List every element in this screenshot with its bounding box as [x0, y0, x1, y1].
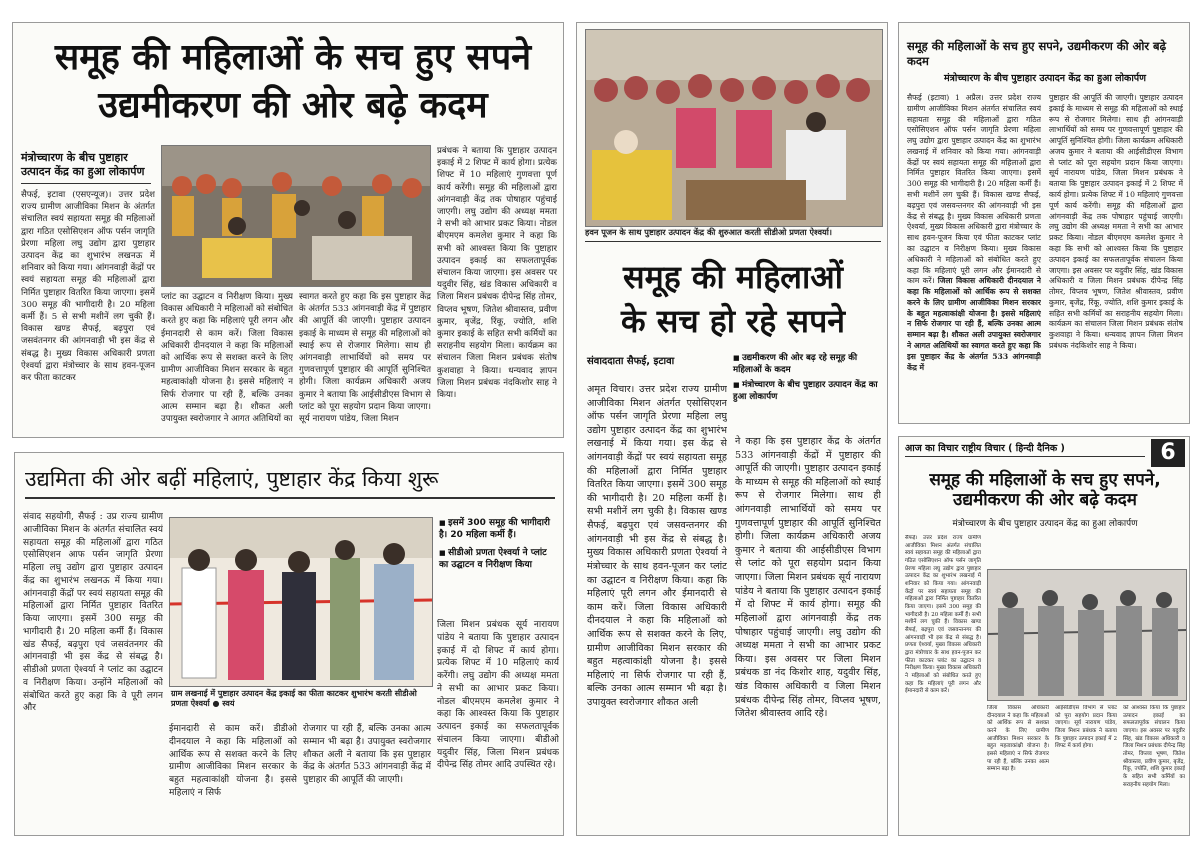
- clip1-headline-line2: उद्यमीकरण की ओर बढ़े कदम: [98, 85, 488, 126]
- clip3-photo-caption: हवन पूजन के साथ पुष्टाहार उत्पादन केंद्र की शुरुआत करती सीडीओ प्रणता ऐश्वर्या।: [585, 227, 881, 242]
- clip1-photo: [161, 145, 431, 287]
- clip3-column-1: अमृत विचार। उत्तर प्रदेश राज्य ग्रामीण आजीविका मिशन अंतर्गत एसोसिएशन ऑफ पर्सन जागृति प्रेरणा महिला लघु उद्योग पुष्टाहार उत्पादन केंद्र का शुभारंभ लखनाई में किया गया। इस केंद्र से आंगनवाड़ी केंद्रों पर स्वयं सहायता समूह की महिलाओं द्वारा निर्मित पुष्टाहार वितरित किया जाएगा। इसमें 300 समूह की भागीदारी है। 20 महिला कर्मी है। सभी मशीनें लग चुकी है। विकास खण्ड सैफई, बढ़पुरा एवं जसवन्तनगर की आंगनवाड़ी भी इस केंद्र से संबद्ध है। मुख्य विकास अधिकारी प्रणता ऐश्वर्या ने मंत्रोच्चार के साथ हवन-पूजन कर प्लांट का उद्घाटन व निरीक्षण किया। कहा कि महिलाएं पूरी लगन और ईमानदारी से काम करें। जिला विकास अधिकारी दीनदयाल ने कहा कि महिलाओं को आर्थिक रूप से सशक्त करने के लिए, ग्रामीण आजीविका मिशन सरकार की बहुत महत्वाकांक्षी योजना है। इससे महिलाएं ना सिर्फ रोजगार पा रही हैं, बल्कि उनका आत्म सम्मान भी बढ़ा है। उपायुक्त स्वरोजगार शौकत अली: [587, 384, 727, 709]
- clip2-highlight-item: ■ इसमें 300 समूह की भागीदारी है। 20 महिला कर्मी हैं।: [439, 517, 559, 541]
- clip1-subhead: मंत्रोच्चारण के बीच पुष्टाहार उत्पादन केंद्र का हुआ लोकार्पण: [21, 151, 151, 184]
- clip2-column-a: ईमानदारी से काम करें। डीडीओ दीनदयाल ने कहा कि महिलाओं को आर्थिक रूप से सशक्त करने के लिए ग्रामीण आजीविका मिशन सरकार के बहुत महत्वाकांक्षी योजना है। इससे महिलाएं न सिर्फ: [169, 724, 297, 798]
- clip5-column-1: सैफई। उत्तर प्रदेश राज्य ग्रामीण आजीविका मिशन अंतर्गत संचालित स्वयं सहायता समूह की महिलाओं द्वारा गठित एसोसिएशन ऑफ पर्सन जागृति प्रेरणा महिला लघु उद्योग द्वारा पुष्टाहार उत्पादन केंद्र का शुभारंभ लखनाई में शनिवार को किया गया। आंगनवाड़ी केंद्रों पर स्वयं सहायता समूह की महिलाओं द्वारा निर्मित पुष्टाहार वितरित किया जाएगा। इसमें 300 समूह की भागीदारी है। 20 महिला कर्मी हैं। सभी मशीनें लग चुकी हैं। विकास खण्ड सैफई, बढ़पुरा एवं जसवन्तनगर की आंगनवाड़ी भी इस केंद्र से संबद्ध है। प्रणता ऐश्वर्या, मुख्य विकास अधिकारी द्वारा मंत्रोच्चार के साथ हवन-पूजन कर फीता काटकर प्लांट का उद्घाटन व निरीक्षण किया। मुख्य विकास अधिकारी ने महिलाओं को संबोधित करते हुए कहा कि महिलाएं पूरी लगन और ईमानदारी से काम करें।: [905, 535, 981, 695]
- clip2-column-b: रोजगार पा रही हैं, बल्कि उनका आत्म सम्मान भी बढ़ा है। उपायुक्त स्वरोजगार शौकत अली ने बताया कि इस पुष्टाहार केंद्र के अंतर्गत 533 आंगनवाड़ी केंद्र में पुष्टाहार की आपूर्ति की जाएगी।: [303, 724, 431, 786]
- clip5-masthead: आज का विचार राष्ट्रीय विचार ( हिन्दी दैनिक ): [905, 441, 1145, 457]
- clip2-highlight-item: ■ सीडीओ प्रणता ऐश्वर्या ने प्लांट का उद्घाटन व निरीक्षण किया: [439, 547, 559, 571]
- clip5-column-3: आईसीडीएस विभाग से प्लांट को पूरा सहयोग प्रदान किया जाएगा। सूर्य नारायण पांडेय, जिला मिशन प्रबंधक ने बताया कि पुष्टाहार उत्पादन इकाई में 2 शिफ्ट में कार्य होगा।: [1055, 705, 1117, 750]
- news-clipping-2: [14, 452, 564, 836]
- clip2-column-c: जिला मिशन प्रबंधक सूर्य नारायण पांडेय ने बताया कि पुष्टाहार उत्पादन इकाई में दो शिफ्ट में कार्य होगा। प्रत्येक शिफ्ट में 10 महिलाएं कार्य करेंगी। लघु उद्योग की अध्यक्ष ममता ने सभी का आभार प्रकट किया। नोडल बीएमएम कमलेश कुमार ने कहा कि आश्वस्त किया कि पुष्टाहार उत्पादन इकाई का सफलतापूर्वक संचालन किया जाएगा। बीडीओ यदुवीर सिंह, जिला मिशन प्रबंधक दीपेन्द्र सिंह तोमर आदि उपस्थित रहे।: [437, 620, 559, 771]
- clip4-column-1-text: सैफई (इटावा) 1 अप्रैल। उत्तर प्रदेश राज्य ग्रामीण आजीविका मिशन अंतर्गत संचालित स्वयं सहायता समूह की महिलाओं द्वारा गठित एसोसिएशन ऑफ पर्सन जागृति प्रेरणा महिला लघु उद्योग द्वारा पुष्टाहार उत्पादन केंद्र का शुभारंभ लखनाई में शनिवार को किया गया। आंगनवाड़ी केंद्रों पर स्वयं सहायता समूह की महिलाओं द्वारा निर्मित पुष्टाहार वितरित किया जाएगा। इसमें 300 समूह की भागीदारी है। 20 महिला कर्मी हैं। सभी मशीनें लग चुकी हैं। विकास खण्ड सैफई, बढ़पुरा एवं जसवन्तनगर की आंगनवाड़ी भी इस केंद्र से संबद्ध है। मुख्य विकास अधिकारी प्रणता ऐश्वर्या, मुख्य विकास अधिकारी द्वारा मंत्रोच्चार के साथ हवन-पूजन किया एवं फीता काटकर प्लांट का उद्घाटन व निरीक्षण किया। मुख्य विकास अधिकारी ने महिलाओं को संबोधित करते हुए कहा कि महिलाएं पूरी लगन और ईमानदारी से काम करें।: [907, 93, 1041, 286]
- clip3-headline-line2: के सच हो रहे सपने: [620, 302, 846, 340]
- news-clipping-5: [898, 436, 1190, 836]
- clip5-subhead: मंत्रोच्चारण के बीच पुष्टाहार उत्पादन केंद्र का हुआ लोकार्पण: [952, 519, 1138, 529]
- news-clipping-1: [12, 22, 564, 438]
- clip1-column-4: प्रबंधक ने बताया कि पुष्टाहार उत्पादन इकाई में 2 शिफ्ट में कार्य होगा। प्रत्येक शिफ्ट में 10 महिलाएं गुणवत्ता पूर्ण कार्य करेंगी। समूह की महिलाओं द्वारा आंगनवाड़ी केंद्र तक पोषाहार पहुंचाई जाएगी। लघु उद्योग की अध्यक्ष ममता ने सभी को आभार प्रकट किया। नोडल बीएमएम कमलेश कुमार ने कहा कि सभी को आश्वस्त किया कि पुष्टाहार उत्पादन इकाई का सफलतापूर्वक संचालन किया जाएगा। इस अवसर पर यदुवीर सिंह, खंड विकास अधिकारी व जिला मिशन प्रबंधक दीपेन्द्र सिंह तोमर, विप्लव भूषण, जितेश श्रीवास्तव, प्रवीण कुमार, बृजेंद्र, रिंकू, ज्योति, शशि कुमार इकाई के सहित सभी कर्मियों का सराहनीय सहयोग मिला। कार्यक्रम का संचालन जिला मिशन प्रबंधक संतोष कुशवाहा ने किया। धन्यवाद ज्ञापन जिला मिशन प्रबंधक नंदकिशोर साह ने किया।: [437, 146, 557, 401]
- clip2-headline: उद्यमिता की ओर बढ़ीं महिलाएं, पुष्टाहार केंद्र किया शुरू: [25, 467, 555, 499]
- news-clipping-3: [576, 22, 888, 836]
- clip4-headline: समूह की महिलाओं के सच हुए सपने, उद्यमीकरण की ओर बढ़े कदम: [907, 39, 1167, 68]
- clip5-column-4: को आश्वस्त किया कि पुष्टाहार उत्पादन इकाई का सफलतापूर्वक संचालन किया जाएगा। इस अवसर पर यदुवीर सिंह, खंड विकास अधिकारी व जिला मिशन प्रबंधक दीपेन्द्र सिंह तोमर, विप्लव भूषण, जितेश श्रीवास्तव, प्रवीण कुमार, बृजेंद्र, रिंकू, ज्योति, शशि कुमार इकाई के सहित सभी कर्मियों का सराहनीय सहयोग मिला।: [1123, 705, 1185, 788]
- clip1-column-2: प्लांट का उद्घाटन व निरीक्षण किया। मुख्य विकास अधिकारी ने महिलाओं को संबोधित करते हुए कहा कि महिलाएं पूरी लगन और ईमानदारी से काम करें। जिला विकास अधिकारी दीनदयाल ने कहा कि महिलाओं को आर्थिक रूप से सशक्त करने के लिए ग्रामीण आजीविका मिशन सरकार के बहुत महत्वाकांक्षी योजना है। इससे महिलाएं न सिर्फ रोजगार पा रही हैं, बल्कि उनका आत्म सम्मान बढ़ा है। शौकत अली उपायुक्त स्वरोजगार ने आगत अतिथियों का: [161, 292, 293, 425]
- clip1-headline-line1: समूह की महिलाओं के सच हुए सपने: [54, 37, 532, 78]
- clip5-headline: समूह की महिलाओं के सच हुए सपने, उद्यमीकरण की ओर बढ़े कदम: [929, 470, 1161, 510]
- clip1-column-3: स्वागत करते हुए कहा कि इस पुष्टाहार केंद्र के अंतर्गत 533 आंगनवाड़ी केंद्र में पुष्टाहार की आपूर्ति की जाएगी। पुष्टाहार उत्पादन इकाई के माध्यम से समूह की महिलाओं को स्थाई रूप से रोजगार मिलेगा। साथ ही आंगनवाड़ी लाभार्थियों को समय पर गुणवत्तापूर्ण पुष्टाहार की आपूर्ति सुनिश्चित होगी। जिला कार्यक्रम अधिकारी अजय कुमार ने बताया कि आईसीडीएस विभाग से प्लांट को पूरा सहयोग प्रदान किया जाएगा। सूर्य नारायण पांडेय, जिला मिशन: [299, 292, 431, 425]
- clip5-page-number: 6: [1151, 439, 1185, 467]
- clip5-column-2: जिला विकास अधिकारी दीनदयाल ने कहा कि महिलाओं को आर्थिक रूप से सशक्त करने के लिए ग्रामीण आजीविका मिशन सरकार के बहुत महत्वाकांक्षी योजना है। इससे महिलाएं न सिर्फ रोजगार पा रही हैं, बल्कि उनका आत्म सम्मान बढ़ा है।: [987, 705, 1049, 773]
- clip5-photo: [987, 569, 1187, 701]
- clip4-subhead: मंत्रोच्चारण के बीच पुष्टाहार उत्पादन केंद्र का हुआ लोकार्पण: [943, 73, 1147, 84]
- clip3-highlights: [733, 353, 881, 403]
- clip4-column-1-bold-text: जिला विकास अधिकारी दीनदयाल ने कहा कि महिलाओं को आर्थिक रूप से सशक्त करने के लिए ग्रामीण आजीविका मिशन सरकार के बहुत महत्वाकांक्षी योजना है। इससे महिलाएं न सिर्फ रोजगार पा रही हैं, बल्कि उनका आत्म सम्मान बढ़ा है। शौकत अली उपायुक्त स्वरोजगार ने आगत अतिथियों का स्वागत करते हुए कहा कि इस पुष्टाहार केंद्र के अंतर्गत 533 आंगनवाड़ी केंद्र में: [907, 276, 1041, 372]
- clip4-column-1: [907, 93, 1041, 419]
- clip2-photo-caption: ग्राम लखनाई में पुष्टाहार उत्पादन केंद्र इकाई का फीता काटकर शुभारंभ करती सीडीओ प्रणता ऐश्वर्या ● स्वयं: [171, 689, 417, 709]
- clip1-column-1: सैफई, इटावा (एसएन्यूज)। उत्तर प्रदेश राज्य ग्रामीण आजीविका मिशन के अंतर्गत संचालित स्वयं सहायता समूह की महिलाओं द्वारा गठित एसोसिएशन ऑफ पर्सन जागृति प्रेरणा महिला लघु उद्योग द्वारा पुष्टाहार उत्पादन केंद्र का शुभारंभ लखनऊ में शनिवार को किया गया। आंगनवाड़ी केंद्रों पर स्वयं सहायता समूह की महिलाओं द्वारा निर्मित पुष्टाहार वितरित किया जाएगा। इसमें 300 समूह की भागीदारी है। 20 महिला कर्मी हैं। 5 से सभी मशीनें लग चुकी हैं। विकास खण्ड सैफई, बढ़पुरा एवं जसवंतनगर की आंगनवाड़ी भी इस केंद्र से संबद्ध है। मुख्य विकास अधिकारी प्रणता ऐश्वर्या द्वारा मंत्रोच्चार के साथ हवन-पूजन कर फीता काटकर: [21, 190, 155, 384]
- clip3-highlight-item: ■ मंत्रोच्चारण के बीच पुष्टाहार उत्पादन केंद्र का हुआ लोकार्पण: [733, 380, 881, 403]
- clip3-column-2: ने कहा कि इस पुष्टाहार केंद्र के अंतर्गत 533 आंगनवाड़ी केंद्रों में पुष्टाहार की आपूर्ति की जाएगी। पुष्टाहार उत्पादन इकाई के माध्यम से समूह की महिलाओं को स्थाई रूप से रोजगार मिलेगा। साथ ही आंगनवाड़ी लाभार्थियों को समय पर गुणवत्तापूर्ण पुष्टाहार की आपूर्ति सुनिश्चित होगी। जिला कार्यक्रम अधिकारी अजय कुमार ने बताया की आईसीडीएस विभाग से प्लांट को पूरा सहयोग प्रदान किया जाएगा। जिला मिशन प्रबंधक सूर्य नारायण पांडेय ने बताया कि पुष्टाहार उत्पादन इकाई में दो शिफ्ट में कार्य होगा। समूह की महिलाओं द्वारा आंगनवाड़ी केंद्र तक पोषाहार पहुंचाई जाएगी। लघु उद्योग की अध्यक्ष ममता ने सभी का आभार प्रकट किया। इस अवसर पर जिला मिशन प्रबंधक डा नंद किशोर शाह, यदुवीर सिंह, खंड विकास अधिकारी व जिला मिशन प्रबंधक दीपेन्द्र सिंह तोमर, विप्लव भूषण, जितेश श्रीवास्तव आदि रहे।: [735, 436, 881, 720]
- clip4-column-2: पुष्टाहार की आपूर्ति की जाएगी। पुष्टाहार उत्पादन इकाई के माध्यम से समूह की महिलाओं को स्थाई रूप से रोजगार मिलेगा। साथ ही आंगनवाड़ी लाभार्थियों को समय पर गुणवत्तापूर्ण पुष्टाहार की आपूर्ति सुनिश्चित होगी। जिला कार्यक्रम अधिकारी अजय कुमार ने बताया की आईसीडीएस विभाग से प्लांट को पूरा सहयोग प्रदान किया जाएगा। सूर्य नारायण पांडेय, जिला मिशन प्रबंधक ने बताया कि पुष्टाहार उत्पादन इकाई में 2 शिफ्ट में कार्य होगा। प्रत्येक शिफ्ट में 10 महिलाएं गुणवत्ता पूर्ण कार्य करेंगी। समूह की महिलाओं द्वारा आंगनवाड़ी केंद्र तक पोषाहार पहुंचाई जाएगी। लघु उद्योग की अध्यक्ष ममता ने सभी का आभार प्रकट किया। नोडल बीएमएम कमलेश कुमार ने कहा कि सभी को आश्वस्त किया कि पुष्टाहार उत्पादन इकाई का सफलतापूर्वक संचालन किया जाएगा। इस अवसर पर यदुवीर सिंह, खंड विकास अधिकारी व जिला मिशन प्रबंधक दीपेन्द्र सिंह तोमर, विप्लव भूषण, जितेश श्रीवास्तव, प्रवीण कुमार, बृजेंद्र, रिंकू, ज्योति, शशि कुमार इकाई के सहित सभी कर्मियों का सराहनीय सहयोग मिला। कार्यक्रम का संचालन जिला मिशन प्रबंधक संतोष कुशवाहा ने किया। धन्यवाद ज्ञापन जिला मिशन प्रबंधक नंदकिशोर साह ने किया।: [1049, 93, 1183, 350]
- clip2-column-1: संवाद सहयोगी, सैफई : उप्र राज्य ग्रामीण आजीविका मिशन के अंतर्गत संचालित स्वयं सहायता समूह की महिलाओं द्वारा गठित एसोसिएशन आफ पर्सन जागृति प्रेरणा महिला लघु उद्योग द्वारा पुष्टाहार उत्पादन केंद्र का शुभारंभ लखनऊ में किया गया। आंगनवाड़ी केंद्रों पर स्वयं सहायता समूह की महिलाओं द्वारा निर्मित पुष्टाहार वितरित किया जाएगा। इसमें 300 समूह की भागीदारी है। 20 महिला कर्मी हैं। विकास खंड सैफई, बढ़पुरा एवं जसवंतनगर की आंगनवाड़ी भी इस केंद्र से संबद्ध है। सीडीओ प्रणता ऐश्वर्या ने प्लांट का उद्घाटन व निरीक्षण किया। उन्होंने महिलाओं को संबोधित करते हुए कहा कि वे पूरी लगन और: [23, 512, 163, 714]
- clip3-headline-line1: समूह की महिलाओं: [622, 258, 843, 296]
- clip3-highlight-item: ■ उद्यमीकरण की ओर बढ़ रहे समूह की महिलाओं के कदम: [733, 353, 881, 376]
- clip2-highlights: [439, 517, 559, 572]
- clip3-photo: [585, 29, 883, 227]
- news-clipping-4: [898, 22, 1190, 424]
- clip2-photo: [169, 517, 433, 687]
- clip3-dateline: संवाददाता सैफई, इटावा: [587, 356, 675, 367]
